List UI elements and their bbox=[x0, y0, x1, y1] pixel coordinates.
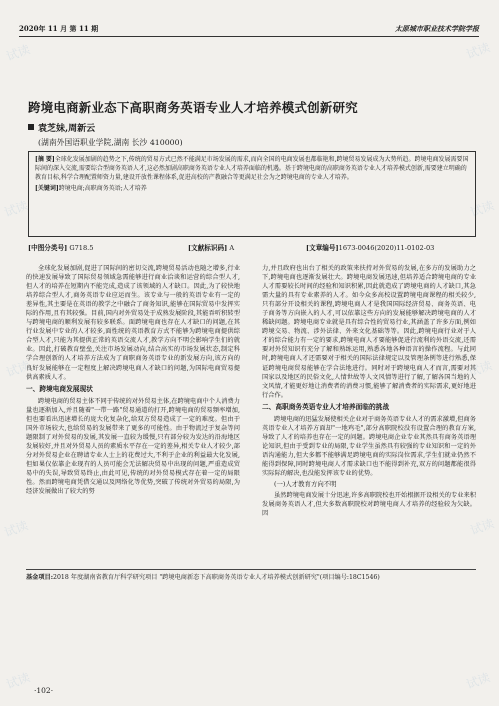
abstract-paragraph bbox=[35, 155, 469, 182]
watermark-text: 试读 bbox=[468, 516, 496, 538]
body-paragraph: 虽然跨境电商发展十分迅速,许多高职院校也开始根据开设相关的专业来积发展商务英语人才,但大多数高职院校对跨境电商人才培养的经验较为欠缺。因 bbox=[262, 492, 476, 518]
running-header bbox=[19, 22, 479, 36]
funding-footnote bbox=[26, 573, 476, 582]
body-paragraph: 力,并且政府也出台了相关的政策来扶持对外贸易的发展,在多方的发展助力之下,跨境电商也逐渐发展壮大。跨境电商发展迅速,但培养适合跨境电商的专业人才需要较长时间的经验和知识积累,因此就造成了跨境电商的人才缺口,其急需大量的具有专业素养的人才。如今众多高校设置跨境电商课程的相关较少,只有部分开设相关的课程,跨境电商人才是我国国际经济贸易、商务英语、电子商务等方向嵌入的人才,可以依靠这些方向的发展能够解决跨境电商的人才稀缺问题。跨境电商专业就是具有综合性的贸易行业,其涵盖了许多方面,例如跨境交易、物流、涉外法律、外来文化基础等等。因此,跨境电商行业对于人才的综合能力有一定的要求,跨境电商人才要能够促进行流利的外语交流,还需要对外贸知识有充分了解和熟练运用,熟悉各地各种语言的操作流程。与此同时,跨境电商人才还需要对于相关的国际法律规定以及管理条例等进行熟悉,保证跨境电商贸易能够在学合法地进行。同时对于跨境电商人才而言,需要对其国家以及地区的民俗文化,人情世故等人文风情等进行了解,了解各国当地的人文风情,才能更好地让消费者的消费习惯,能够了解消费者的实际需求,更好地进行合作。 bbox=[262, 265, 476, 399]
article-no-item bbox=[306, 242, 434, 252]
section-heading: 一、跨境电商发展现状 bbox=[26, 384, 93, 393]
doc-code-label: [文献标识码] bbox=[188, 244, 228, 252]
keywords-label: [关键词] bbox=[35, 185, 59, 192]
watermark-text: 试读 bbox=[464, 40, 492, 62]
clc-value: G718.5 bbox=[69, 244, 94, 252]
watermark-text: 试读 bbox=[468, 198, 496, 220]
journal-name: 太原城市职业技术学院学报 bbox=[395, 24, 479, 33]
watermark-text: 试读 bbox=[2, 198, 30, 220]
watermark-text: 试读 bbox=[464, 670, 492, 692]
watermark-text: 试读 bbox=[4, 42, 32, 64]
right-column bbox=[262, 264, 476, 518]
section-heading: 二、高职商务英语专业人才培养面临的挑战 bbox=[262, 402, 390, 411]
issue-date: 2020年 11 月 第 11 期 bbox=[19, 24, 99, 33]
footnote-text: 2018 年度湖南省教育厅科学研究项目 "跨境电商新态下高职商务英语专业人才培养模式创新研究"(项目编号:18C1546) bbox=[53, 574, 380, 581]
author-line bbox=[28, 121, 95, 134]
article-no-value: 1673-0046(2020)11-0102-03 bbox=[338, 244, 435, 252]
article-no-label: [文章编号] bbox=[306, 244, 339, 252]
footnote-label: 基金项目: bbox=[26, 574, 54, 581]
author-names: 袁芝妹,周新云 bbox=[38, 124, 96, 134]
abstract-label: [摘 要] bbox=[35, 156, 55, 163]
affiliation: (湖南外国语职业学院,湖南 长沙 410000) bbox=[38, 138, 183, 147]
header-divider bbox=[19, 36, 479, 37]
watermark-text: 试读 bbox=[466, 358, 494, 380]
body-paragraph: 全球化发展加剧,促进了国际间的密切交流,跨境贸易活动也随之增多,行业的快速发展导致了国际贸易领域急需能够进行商业洽谈和运营的综合型人才,但人才的培养在短期内不能完成,造成了该领域的人才缺口。因此,为了较快地培养综合型人才,商务英语专业应运而生。该专业与一般的英语专业有一定的差异性,其主要是在英语的教学之中融合了商务知识,能够在国际贸易中发挥实际的作用,且有其较强。目前,国内对外贸易处于成熟发展阶段,其能吞听积转型与跨境电商的顺利发展有较多联系。面跨境电商也存在人才缺口的问题,在其行业发展中专业的人才较多,面性统的英语教育方式不能够为跨境电商提供综合型人才,只能为其提供正常的英语交流人才,教学方向不明会影响学生们的就业。因此,打破教育壁垒,关注市场发展动向,结合高实的市场发展状态,制定科学合理创新的人才培养方法成为了商职商务英语专业的新发展方向,该方向的良好发展能够在一定程度上解决跨境电商人才缺口的问题,为国际电商贸易提供高素质人才。 bbox=[26, 265, 240, 381]
watermark-text: 试读 bbox=[4, 358, 32, 380]
left-column bbox=[26, 264, 240, 496]
watermark-text: 试读 bbox=[2, 518, 30, 540]
footnote-divider bbox=[26, 569, 476, 570]
article-title: 跨境电商新业态下高职商务英语专业人才培养模式创新研究 bbox=[28, 100, 358, 115]
keywords-text: 跨境电商;高职商务英语;人才培养 bbox=[58, 185, 147, 192]
body-paragraph: 跨境电商的贸易主体不同于传统的对外贸易主体,在跨境电商中个人消费力量也逐渐加入,并且随着"一带一路"贸易通道的打开,跨境电商的贸易频率增加,但也要看出迅速增长的庞大化复杂化,给双方贸易造成了一定的难度。但由于国外市场较大,也给贸易的发展带来了更多的可能性。由于物流过于复杂等问题限制了对外贸易的发展,其发展一直较为缓慢,只有部分较为发达的沿海地区发展较好,并且对外贸易人员的素质水平存在一定的差异,相关专业人才较少,部分对外贸易企业在聘请专业人士上的花费过大,不利于企业的利益最大化发展,但如果仅依靠企业现有的人员可能会无法解决贸易中出现的问题,严重造成贸易中的失误,导致贸易终止,由此可见,传统的对外贸易模式存在着一定的局限性。然而跨境电商凭借交通以及网络化等优势,突破了传统对外贸易的局限,为经济发展做出了较大的努 bbox=[26, 397, 240, 496]
body-paragraph: 跨境电商的迅猛发展使相关企业对于商务英语专业人才的需求激增,但商务英语专业人才培养方面却"一地鸡毛",部分高职院校没有设置合理的教育方案,导致了人才的培养也存在一定的问题。跨境电商企业专业其然具有商务英语理论知识,但由于受到专业的局限,专业学生虽然具有较强的专业知识和一定的外语沟通能力,但大多都不能够满足跨境电商的实际岗位需求,学生们就业仍然不能得到保障,同时跨境电商人才需求缺口也不能得到补充,双方的问题都能很得实际际的解决,也没能发挥该专业的优势。 bbox=[262, 415, 476, 478]
page-number: ·102· bbox=[34, 686, 54, 695]
subsection-heading: (一)人才教育方向不明 bbox=[274, 480, 337, 489]
doc-code-item bbox=[188, 242, 234, 252]
watermark-text: 试读 bbox=[4, 670, 32, 692]
abstract-text: 全球化发展加剧的趋势之下,传统的贸易方式已然不能满足市场发展的需求,而向全国的电商发展也都临艳和,跨境贸易发展成为大势所趋。跨境电商发展需要国际间的深入交流,需要综合型商务英语人才,这必然加剧高职商务英语专业人才培养面临的机遇。基于跨境电商的高职商务英语专业人才培养模式创新,需要建立明确的教育目标,科学合理配置师资力量,建设开放性课程体系,促进高校的产教融合等更满足社会为之跨境电商的专业人才培养。 bbox=[35, 156, 469, 181]
abstract-box bbox=[28, 151, 476, 237]
doc-code-value: A bbox=[229, 244, 235, 252]
keywords-line bbox=[35, 184, 469, 193]
clc-item bbox=[28, 242, 93, 252]
clc-label: [中图分类号] bbox=[28, 244, 68, 252]
square-bullet-icon bbox=[28, 124, 34, 130]
